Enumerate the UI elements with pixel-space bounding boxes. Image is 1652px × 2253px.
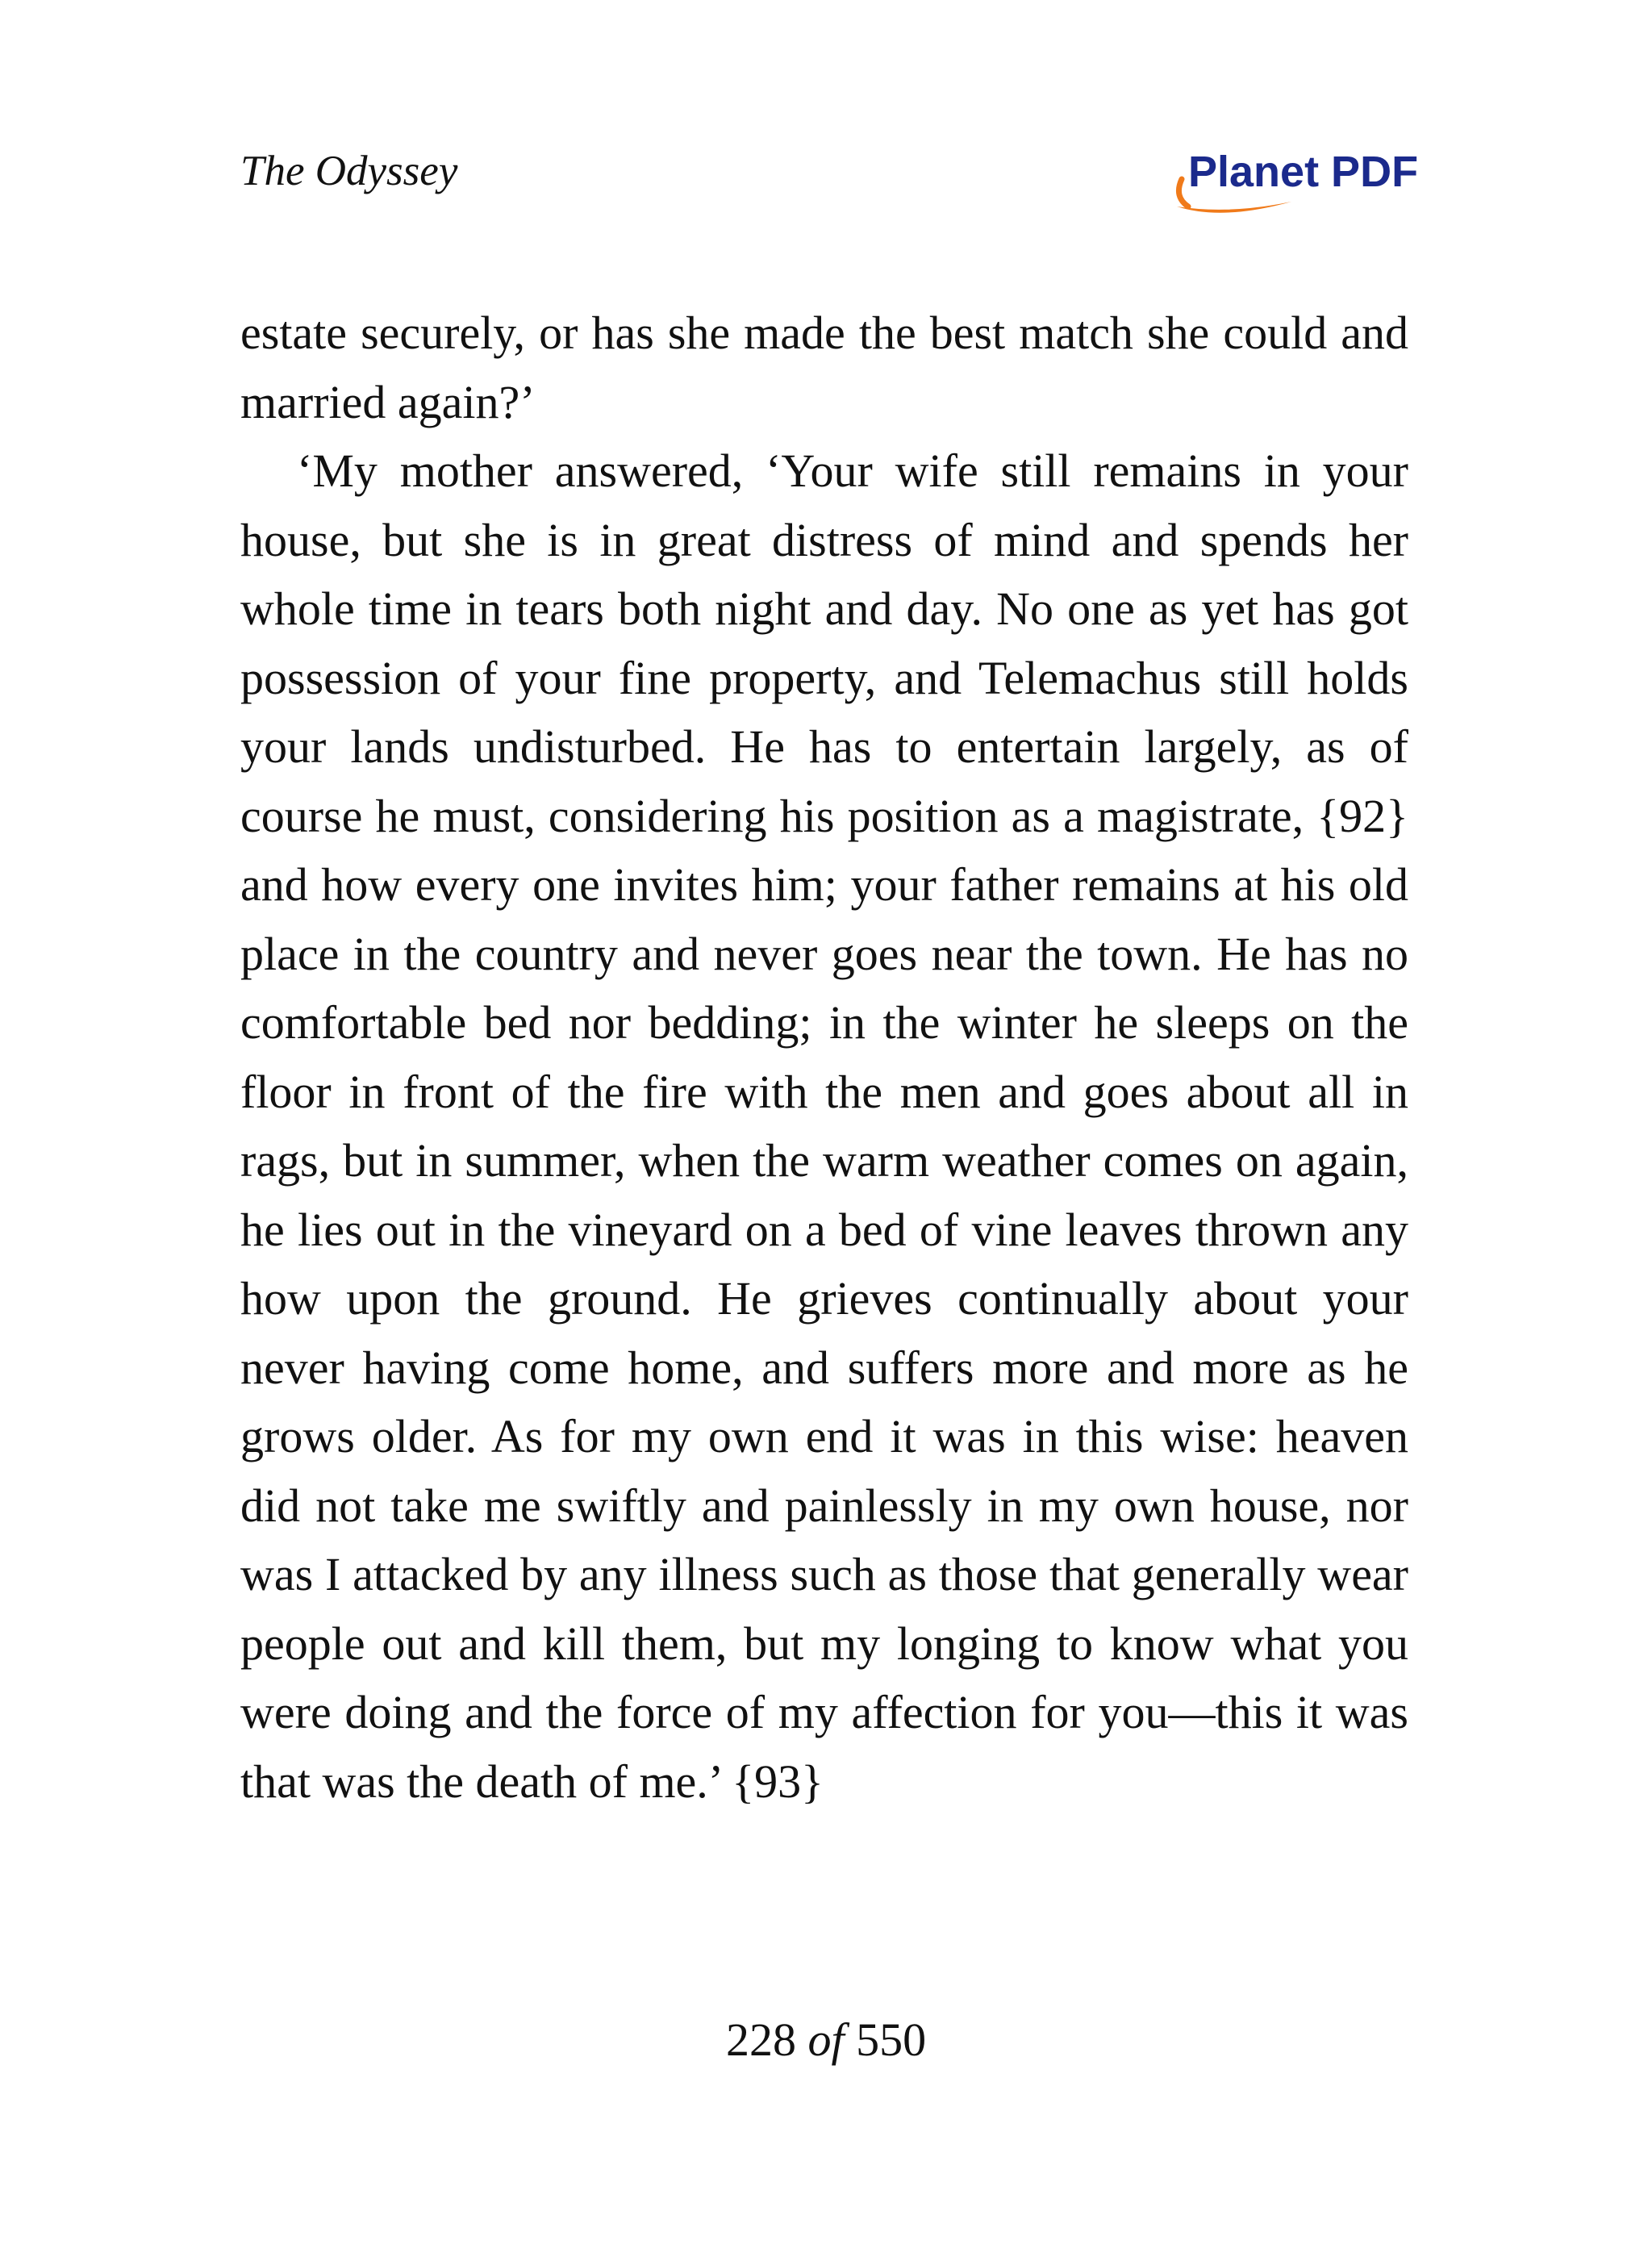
page-body <box>240 298 1408 1816</box>
page-of-label: of <box>807 2013 845 2066</box>
page-number <box>0 2013 1652 2066</box>
book-title: The Odyssey <box>240 148 458 194</box>
current-page: 228 <box>725 2013 796 2066</box>
planet-pdf-logo <box>1174 148 1419 215</box>
logo-text: Planet PDF <box>1188 148 1419 196</box>
total-pages: 550 <box>856 2013 927 2066</box>
paragraph: estate securely, or has she made the best match she could and married again?’ <box>240 307 1408 428</box>
paragraph: ‘My mother answered, ‘Your wife still remains in your house, but she is in great distress of mind and spends her whole time in tears both night and day. No one as yet has got possession of your fine property, and Telemachus still holds your lands undisturbed. He has to entertain largely, as of course he must, considering his position as a magistrate, {92} and how every one invites him; your father remains at his old place in the country and never goes near the town. He has no comfortable bed nor bedding; in the winter he sleeps on the floor in front of the fire with the men and goes about all in rags, but in summer, when the warm weather comes on again, he lies out in the vineyard on a bed of vine leaves thrown any how upon the ground. He grieves continually about your never having come home, and suffers more and more as he grows older. As for my own end it was in this wise: heaven did not take me swiftly and painlessly in my own house, nor was I attacked by any illness such as those that generally wear people out and kill them, but my longing to know what you were doing and the force of my affection for you—this it was that was the death of me.’ {93} <box>240 444 1408 1808</box>
